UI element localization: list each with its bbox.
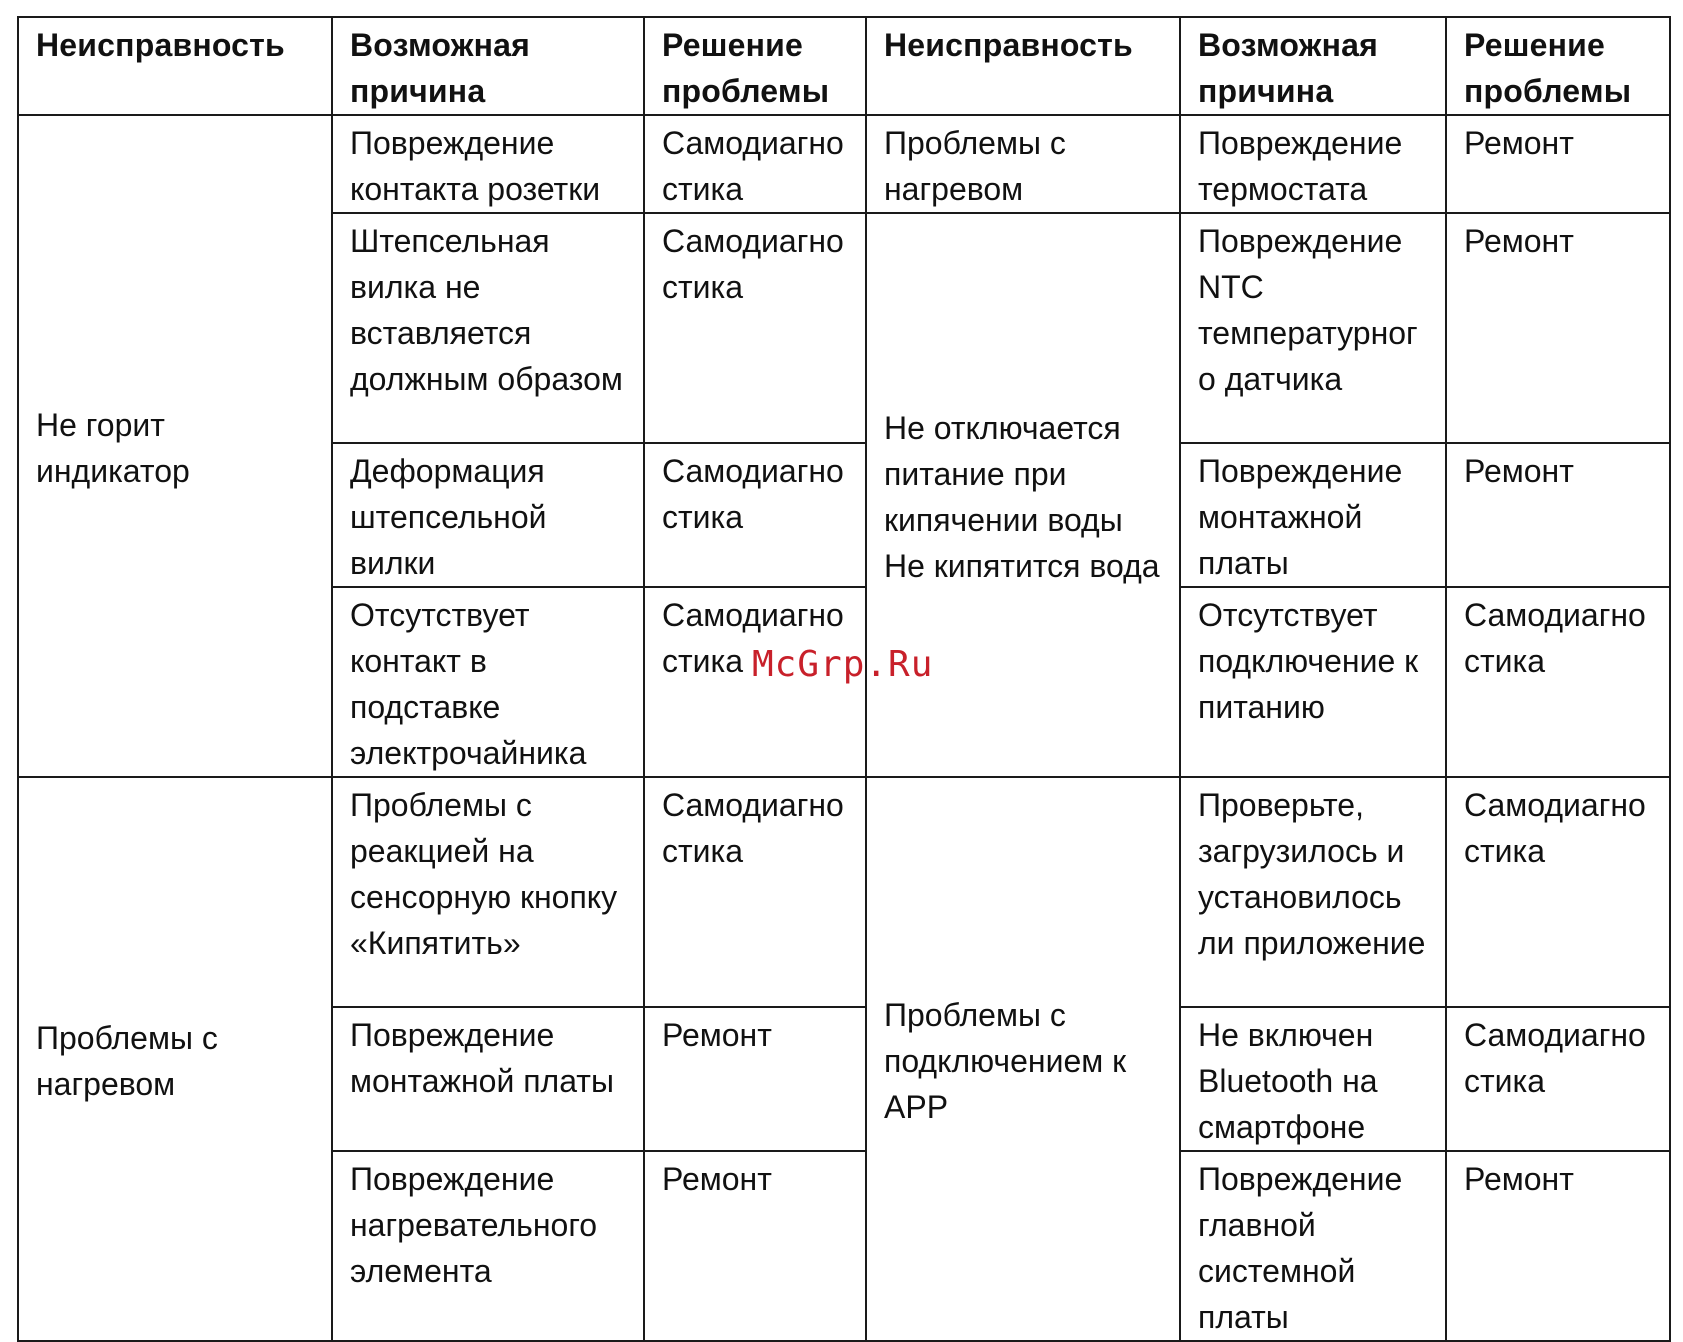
fault-cell: Не горит индикатор (18, 115, 332, 777)
solution-cell: Ремонт (644, 1007, 866, 1151)
header-fault-2: Неисправность (866, 17, 1180, 115)
solution-cell: Самодиагностика (644, 115, 866, 213)
table-row (18, 777, 1670, 1007)
solution-cell: Ремонт (1446, 1151, 1670, 1341)
cause-cell: Повреждение монтажной платы (332, 1007, 644, 1151)
fault-cell: Проблемы с нагревом (866, 115, 1180, 213)
table-row (18, 115, 1670, 213)
header-fault: Неисправность (18, 17, 332, 115)
solution-cell: Ремонт (1446, 443, 1670, 587)
solution-cell: Самодиагностика (644, 587, 866, 777)
header-cause-2: Возможная причина (1180, 17, 1446, 115)
cause-cell: Отсутствует подключение к питанию (1180, 587, 1446, 777)
cause-cell: Проблемы с реакцией на сенсорную кнопку «Кипятить» (332, 777, 644, 1007)
cause-cell: Штепсельная вилка не вставляется должным образом (332, 213, 644, 443)
header-solution: Решение проблемы (644, 17, 866, 115)
header-row (18, 17, 1670, 115)
solution-cell: Ремонт (1446, 115, 1670, 213)
solution-cell: Ремонт (1446, 213, 1670, 443)
header-cause: Возможная причина (332, 17, 644, 115)
cause-cell: Не включен Bluetooth на смартфоне (1180, 1007, 1446, 1151)
watermark-text: McGrp.Ru (752, 644, 934, 685)
cause-cell: Повреждение NTC температурного датчика (1180, 213, 1446, 443)
header-solution-2: Решение проблемы (1446, 17, 1670, 115)
cause-cell: Повреждение контакта розетки (332, 115, 644, 213)
cause-cell: Повреждение нагревательного элемента (332, 1151, 644, 1341)
fault-cell: Не отключается питание при кипячении воды Не кипятится вода (866, 213, 1180, 777)
solution-cell: Самодиагностика (644, 777, 866, 1007)
cause-cell: Проверьте, загрузилось и установилось ли приложение (1180, 777, 1446, 1007)
solution-cell: Самодиагностика (1446, 587, 1670, 777)
cause-cell: Повреждение монтажной платы (1180, 443, 1446, 587)
solution-cell: Самодиагностика (1446, 777, 1670, 1007)
cause-cell: Повреждение термостата (1180, 115, 1446, 213)
fault-cell: Проблемы с подключением к APP (866, 777, 1180, 1341)
solution-cell: Самодиагностика (644, 443, 866, 587)
cause-cell: Отсутствует контакт в подставке электрочайника (332, 587, 644, 777)
fault-cell: Проблемы с нагревом (18, 777, 332, 1341)
solution-cell: Ремонт (644, 1151, 866, 1341)
cause-cell: Деформация штепсельной вилки (332, 443, 644, 587)
cause-cell: Повреждение главной системной платы (1180, 1151, 1446, 1341)
solution-cell: Самодиагностика (644, 213, 866, 443)
solution-cell: Самодиагностика (1446, 1007, 1670, 1151)
